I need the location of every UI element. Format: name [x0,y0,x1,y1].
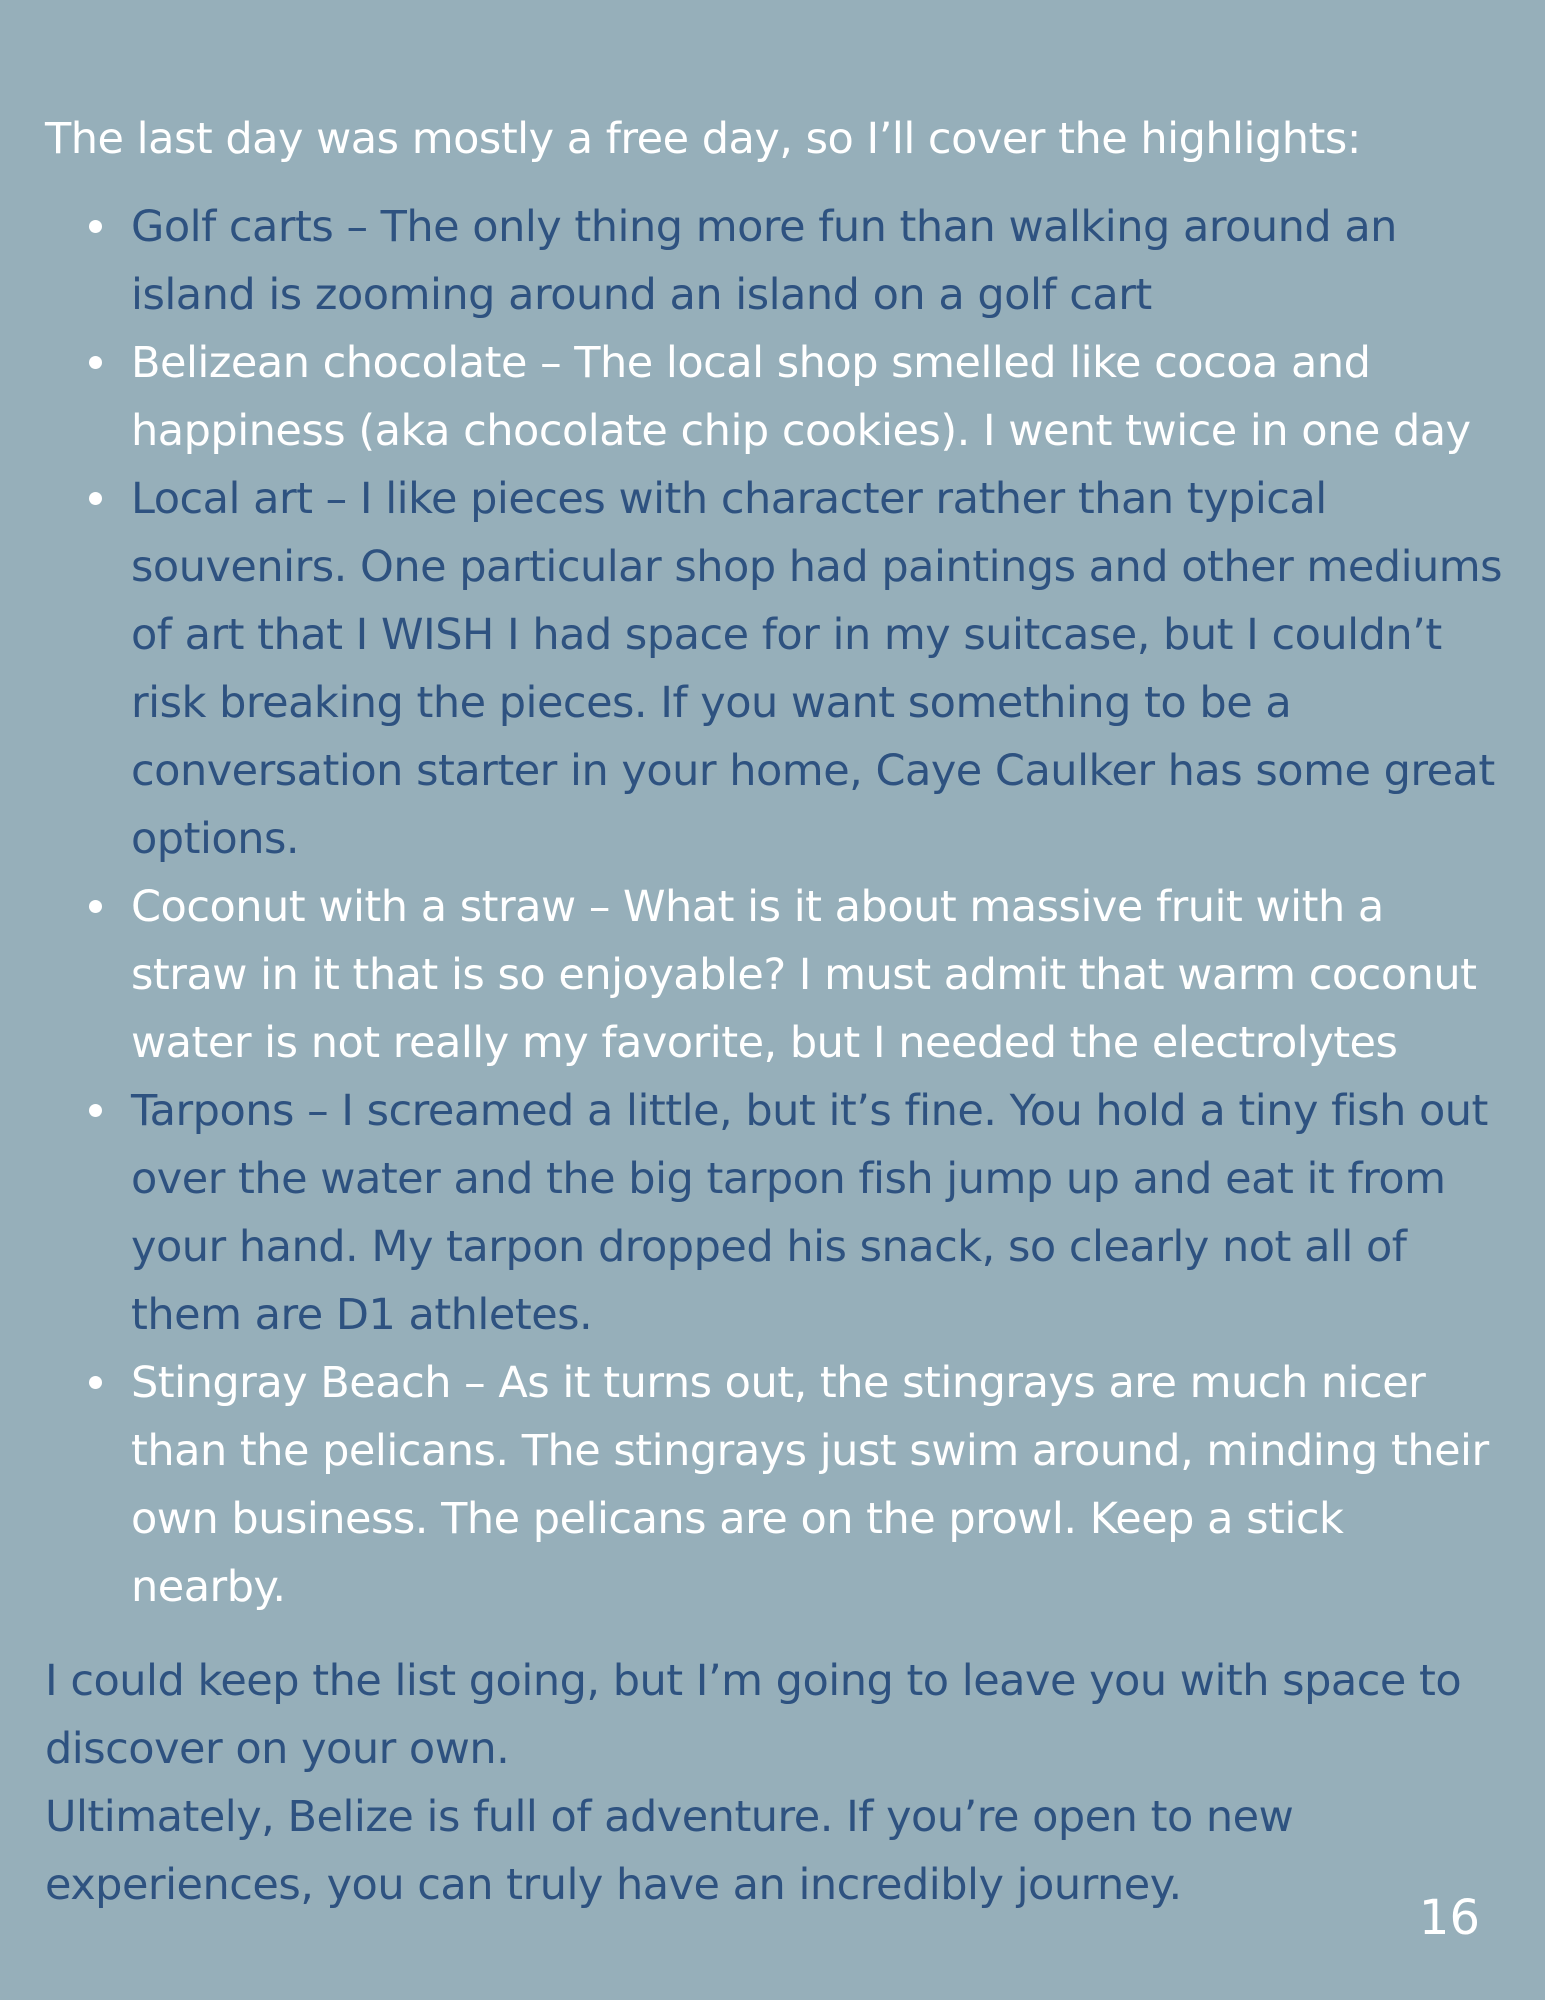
list-item [45,465,1505,873]
list-item-text: Local art – I like pieces with character rather than typical souvenirs. One particular shop had paintings and other mediums of art that I WISH I had space for in my suitcase, but I couldn’t risk breaking the pieces. If you want something to be a conversation starter in your home, Caye Caulker has some great options. [131,474,1503,864]
list-item-text: Belizean chocolate – The local shop smelled like cocoa and happiness (aka chocolate chip cookies). I went twice in one day [131,338,1471,456]
bullet-icon [89,900,102,913]
bullet-icon [89,1376,102,1389]
page-number: 16 [1418,1890,1480,1946]
page-content [45,105,1505,1919]
list-item [45,1349,1505,1621]
list-item [45,873,1505,1077]
list-item-text: Golf carts – The only thing more fun than walking around an island is zooming around an island on a golf cart [131,202,1397,320]
list-item [45,193,1505,329]
bullet-icon [89,492,102,505]
list-item-text: Tarpons – I screamed a little, but it’s fine. You hold a tiny fish out over the water and the big tarpon fish jump up and eat it from your hand. My tarpon dropped his snack, so clearly not all of them are D1 athletes. [131,1086,1488,1340]
list-item-text: Stingray Beach – As it turns out, the stingrays are much nicer than the pelicans. The stingrays just swim around, minding their own business. The pelicans are on the prowl. Keep a stick nearby. [131,1358,1489,1612]
list-item [45,1077,1505,1349]
list-item-text: Coconut with a straw – What is it about massive fruit with a straw in it that is so enjoyable? I must admit that warm coconut water is not really my favorite, but I needed the electrolytes [131,882,1477,1068]
bullet-icon [89,1104,102,1117]
bullet-icon [89,356,102,369]
intro-paragraph: The last day was mostly a free day, so I’ll cover the highlights: [45,114,1361,164]
list-item [45,329,1505,465]
highlights-list [45,193,1505,1621]
bullet-icon [89,220,102,233]
closing-paragraph: I could keep the list going, but I’m going to leave you with space to discover on your own. Ultimately, Belize is full of adventure. If you’re open to new experiences, you can truly have an incredibly journey. [45,1656,1462,1910]
